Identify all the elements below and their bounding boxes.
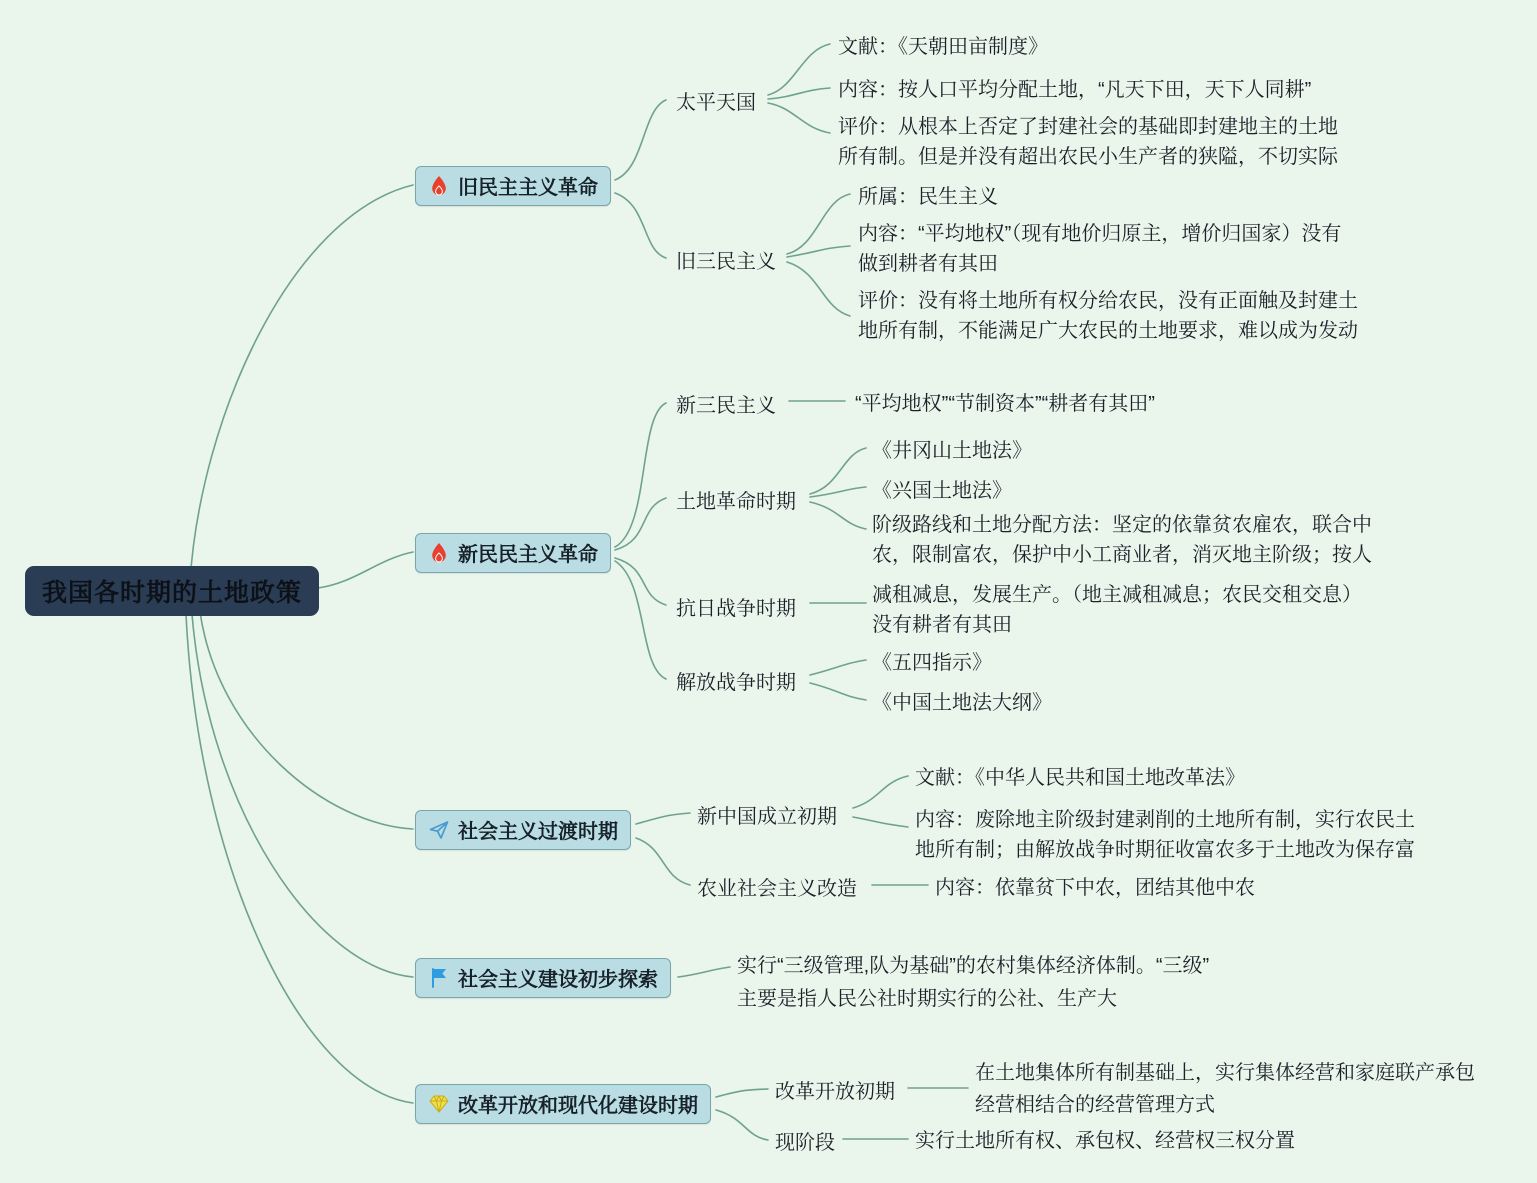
topic-agrarian-revolution-period[interactable]: 土地革命时期 xyxy=(676,491,796,513)
gem-icon xyxy=(428,1093,450,1115)
flame-icon xyxy=(428,542,450,564)
detail-text[interactable] xyxy=(915,805,1415,865)
detail-line: 《五四指示》 xyxy=(872,652,992,674)
detail-text[interactable] xyxy=(858,286,1358,346)
detail-line: 评价：从根本上否定了封建社会的基础即封建地主的土地 xyxy=(838,116,1338,138)
detail-text[interactable] xyxy=(915,1126,1295,1156)
topic-new-three-principles[interactable]: 新三民主义 xyxy=(676,395,776,417)
branch-label: 社会主义建设初步探索 xyxy=(458,969,658,991)
detail-line: 文献：《中华人民共和国土地改革法》 xyxy=(915,767,1245,789)
detail-line: 内容：按人口平均分配土地，“凡天下田，天下人同耕” xyxy=(838,79,1312,101)
detail-line: 在土地集体所有制基础上，实行集体经营和家庭联产承包 xyxy=(975,1062,1475,1084)
detail-line: 做到耕者有其田 xyxy=(858,253,998,275)
branch-label: 改革开放和现代化建设时期 xyxy=(458,1095,698,1117)
detail-text[interactable] xyxy=(975,1057,1475,1121)
topic-liberation-war-period[interactable]: 解放战争时期 xyxy=(676,672,796,694)
detail-line: 阶级路线和土地分配方法：坚定的依靠贫农雇农，联合中 xyxy=(872,514,1372,536)
branch-node-socialist-construction-exploration[interactable] xyxy=(415,958,671,998)
detail-line: 所属：民生主义 xyxy=(858,186,998,208)
detail-line: 经营相结合的经营管理方式 xyxy=(975,1094,1215,1116)
detail-line: 文献：《天朝田亩制度》 xyxy=(838,36,1048,58)
detail-line: 内容：“平均地权”（现有地价归原主，增价归国家）没有 xyxy=(858,223,1342,245)
detail-text[interactable] xyxy=(872,580,1362,640)
topic-current-stage[interactable]: 现阶段 xyxy=(775,1132,835,1154)
detail-line: 《中国土地法大纲》 xyxy=(872,692,1052,714)
detail-text[interactable] xyxy=(872,436,1032,466)
detail-line: 主要是指人民公社时期实行的公社、生产大 xyxy=(737,988,1117,1010)
detail-line: 地所有制，不能满足广大农民的土地要求，难以成为发动 xyxy=(858,320,1358,342)
topic-early-prc[interactable]: 新中国成立初期 xyxy=(697,806,837,828)
detail-text[interactable] xyxy=(838,112,1338,172)
detail-text[interactable] xyxy=(858,219,1341,279)
detail-text[interactable] xyxy=(872,688,1052,718)
flag-icon xyxy=(428,967,450,989)
flame-icon xyxy=(428,175,450,197)
detail-line: 《井冈山土地法》 xyxy=(872,440,1032,462)
detail-text[interactable] xyxy=(935,873,1255,903)
detail-line: “平均地权”“节制资本”“耕者有其田” xyxy=(855,393,1155,415)
detail-text[interactable] xyxy=(855,389,1155,419)
topic-early-reform-opening[interactable]: 改革开放初期 xyxy=(775,1081,895,1103)
detail-line: 内容：废除地主阶级封建剥削的土地所有制，实行农民土 xyxy=(915,809,1415,831)
detail-text[interactable] xyxy=(872,648,992,678)
topic-agricultural-socialist-transformation[interactable]: 农业社会主义改造 xyxy=(697,878,857,900)
topic-old-three-principles[interactable]: 旧三民主义 xyxy=(676,251,776,273)
detail-text[interactable] xyxy=(858,182,998,212)
detail-line: 地所有制；由解放战争时期征收富农多于土地改为保存富 xyxy=(915,839,1415,861)
branch-node-reform-opening-modernization[interactable] xyxy=(415,1084,711,1124)
detail-text[interactable] xyxy=(838,75,1311,105)
branch-node-new-democratic-revolution[interactable] xyxy=(415,533,611,573)
detail-text[interactable] xyxy=(915,763,1245,793)
detail-line: 所有制。但是并没有超出农民小生产者的狭隘，不切实际 xyxy=(838,146,1338,168)
branch-node-socialist-transition[interactable] xyxy=(415,810,631,850)
branch-label: 新民民主义革命 xyxy=(458,544,598,566)
root-node[interactable]: 我国各时期的土地政策 xyxy=(25,566,319,616)
detail-text[interactable] xyxy=(872,510,1372,570)
detail-line: 《兴国土地法》 xyxy=(872,480,1012,502)
topic-anti-japanese-war-period[interactable]: 抗日战争时期 xyxy=(676,598,796,620)
detail-line: 实行土地所有权、承包权、经营权三权分置 xyxy=(915,1130,1295,1152)
paper-plane-icon xyxy=(428,819,450,841)
detail-line: 减租减息，发展生产。（地主减租减息；农民交租交息） xyxy=(872,584,1362,606)
topic-taiping-tianguo[interactable]: 太平天国 xyxy=(676,92,756,114)
branch-label: 社会主义过渡时期 xyxy=(458,821,618,843)
detail-line: 内容：依靠贫下中农，团结其他中农 xyxy=(935,877,1255,899)
detail-line: 农，限制富农，保护中小工商业者，消灭地主阶级；按人 xyxy=(872,544,1372,566)
detail-text[interactable] xyxy=(737,950,1209,1016)
detail-text[interactable] xyxy=(872,476,1012,506)
detail-line: 实行“三级管理,队为基础”的农村集体经济体制。“三级” xyxy=(737,955,1210,977)
detail-line: 没有耕者有其田 xyxy=(872,614,1012,636)
detail-text[interactable] xyxy=(838,32,1048,62)
branch-label: 旧民主主义革命 xyxy=(458,177,598,199)
detail-line: 评价：没有将土地所有权分给农民，没有正面触及封建土 xyxy=(858,290,1358,312)
branch-node-old-democratic-revolution[interactable] xyxy=(415,166,611,206)
